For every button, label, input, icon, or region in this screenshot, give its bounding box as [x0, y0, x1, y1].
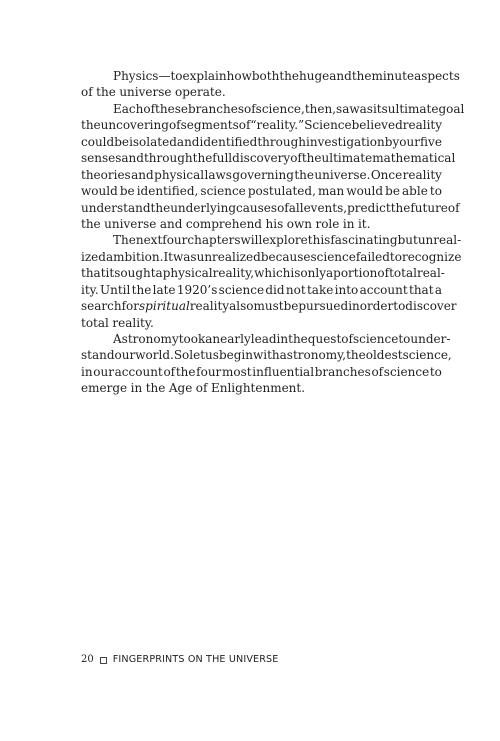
- text-line: Astronomy took an early lead in the quest of science to under-: [113, 332, 451, 346]
- text-line: senses and through the full discovery of the ultimate mathematical: [81, 151, 456, 166]
- square-separator-icon: [100, 657, 107, 664]
- text-line: total reality.: [81, 315, 154, 330]
- text-line: could be isolated and identified through investigation by our five: [81, 134, 442, 149]
- text-line: in our account of the four most influential branches of science to: [81, 364, 442, 379]
- text-line: Physics — to explain how both the huge and the minute aspects: [113, 69, 460, 83]
- text-line: stand our world. So let us begin with astronomy, the oldest science,: [81, 348, 452, 363]
- text-line: understand the underlying causes of all events, predict the future of: [81, 200, 460, 215]
- text-line: of the universe operate.: [81, 85, 226, 100]
- text-line: emerge in the Age of Enlightenment.: [81, 381, 306, 396]
- paragraph: [81, 101, 465, 233]
- text-line: that it sought a physical reality, which is only a portion of total real-: [81, 266, 445, 281]
- text-line: Each of these branches of science, then, saw as its ultimate goal: [113, 101, 465, 116]
- body-text: [81, 68, 465, 397]
- paragraph: [81, 331, 452, 397]
- text-line: ized ambition. It was unrealized because science failed to recognize: [81, 249, 462, 264]
- text-line: would be identified, science postulated, man would be able to: [81, 184, 442, 199]
- text-line: ity. Until the late 1920’s science did not take into account that a: [81, 282, 442, 297]
- paragraph: [81, 68, 460, 101]
- paragraph: [81, 232, 462, 331]
- page-footer: [81, 653, 279, 667]
- text-line: The next four chapters will explore this fascinating but unreal-: [113, 233, 462, 248]
- text-line: search for spiritual reality also must be pursued in order to discover: [81, 299, 457, 314]
- text-line: the uncovering of segments of “reality.” Science believed reality: [81, 118, 443, 133]
- text-line: theories and physical laws governing the universe. Once reality: [81, 167, 442, 182]
- page-number: 20: [81, 654, 94, 665]
- text-line: the universe and comprehend his own role in it.: [81, 216, 371, 231]
- running-head: FINGERPRINTS ON THE UNIVERSE: [112, 654, 279, 665]
